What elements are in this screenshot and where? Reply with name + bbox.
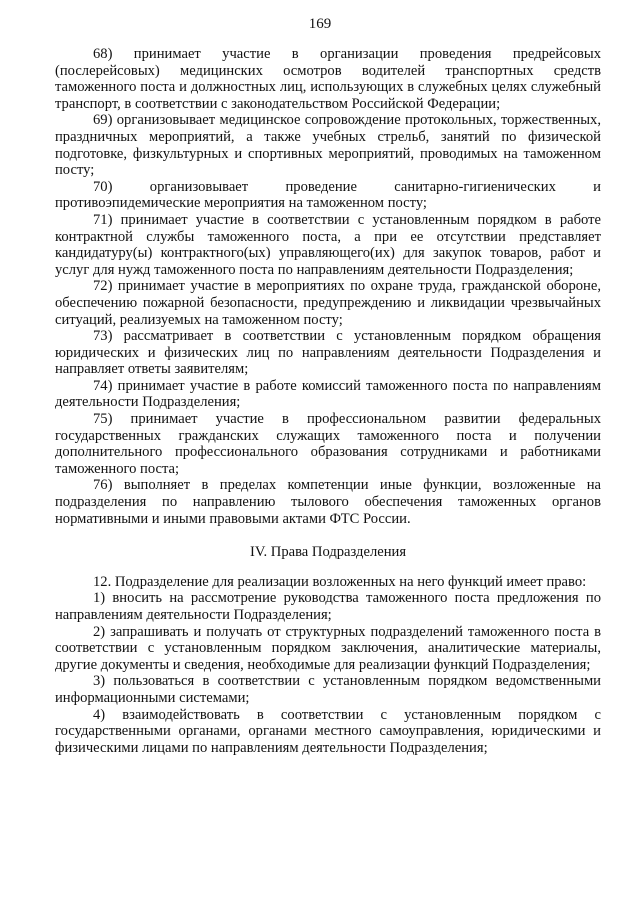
list-item: 70) организовывает проведение санитарно-гигиенических и противоэпидемические мероприятия на таможенном посту; [55, 178, 601, 212]
list-item: 4) взаимодействовать в соответствии с установленным порядком с государственными органами, органами местного самоуправления, юридическими и физическими лицами по направлениям деятельности Подразделения; [55, 706, 601, 756]
list-item: 69) организовывает медицинское сопровождение протокольных, торжественных, праздничных мероприятий, а также учебных стрельб, занятий по физической подготовке, физкультурных и спортивных мероприятий, проводимых на таможенном посту; [55, 112, 601, 179]
page-number: 169 [308, 16, 332, 32]
list-item: 68) принимает участие в организации проведения предрейсовых (послерейсовых) медицинских осмотров водителей транспортных средств таможенного поста и должностных лиц, использующих в служебных целях служебный транспорт, в соответствии с законодательством Российской Федерации; [55, 46, 601, 112]
list-item: 2) запрашивать и получать от структурных подразделений таможенного поста в соответствии с установленным порядком заключения, аналитические материалы, другие документы и сведения, необходимые для реализации функций Подразделения; [55, 623, 601, 673]
document-body [55, 46, 601, 756]
list-item: 72) принимает участие в мероприятиях по охране труда, гражданской обороне, обеспечению пожарной безопасности, предупреждению и ликвидации чрезвычайных ситуаций, реализуемых на таможенном посту; [55, 278, 601, 328]
list-item: 74) принимает участие в работе комиссий таможенного поста по направлениям деятельности Подразделения; [55, 377, 601, 411]
list-item: 73) рассматривает в соответствии с установленным порядком обращения юридических и физических лиц по направлениям деятельности Подразделения и направляет ответы заявителям; [55, 328, 601, 378]
list-item: 75) принимает участие в профессиональном развитии федеральных государственных гражданских служащих таможенного поста и получении дополнительного профессионального образования сотрудниками и работниками таможенного поста; [55, 411, 601, 477]
list-item: 1) вносить на рассмотрение руководства таможенного поста предложения по направлениям деятельности Подразделения; [55, 590, 601, 623]
list-item: 12. Подразделение для реализации возложенных на него функций имеет право: [93, 573, 587, 590]
section-heading: IV. Права Подразделения [249, 544, 407, 561]
list-item: 3) пользоваться в соответствии с установленным порядком ведомственными информационными системами; [55, 673, 601, 706]
list-item: 76) выполняет в пределах компетенции иные функции, возложенные на подразделения по направлению тылового обеспечения таможенных органов нормативными и иными правовыми актами ФТС России. [55, 477, 601, 527]
list-item: 71) принимает участие в соответствии с установленным порядком в работе контрактной службы таможенного поста, а при ее отсутствии представляет кандидатуру(ы) контрактного(ых) управляющего(их) для закупок товаров, работ и услуг для нужд таможенного поста по направлениям деятельности Подразделения; [55, 211, 601, 278]
